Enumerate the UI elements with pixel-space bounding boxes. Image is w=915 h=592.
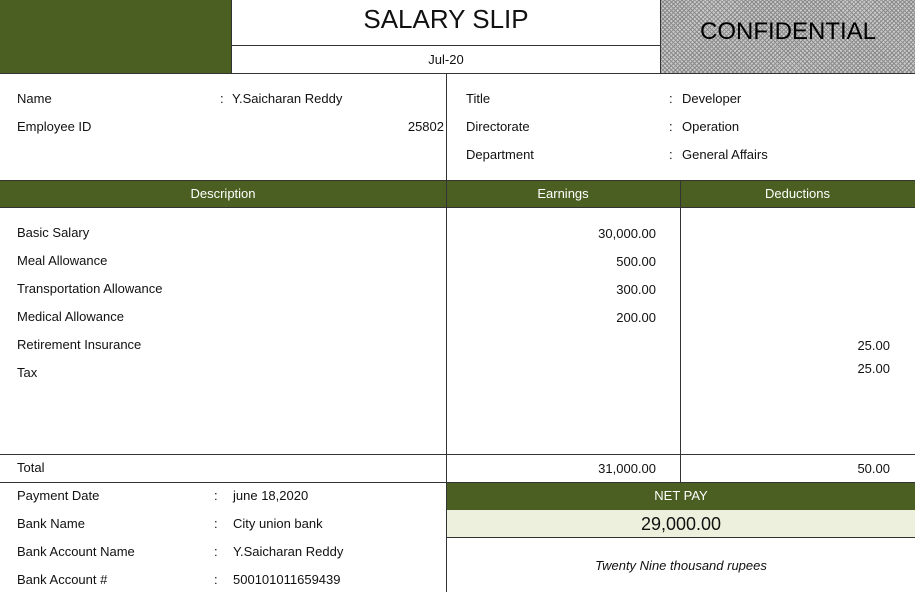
account-name-value: Y.Saicharan Reddy <box>233 544 344 559</box>
account-number-label: Bank Account # <box>17 572 108 587</box>
directorate-label: Directorate <box>466 119 530 134</box>
row-description: Medical Allowance <box>17 309 124 324</box>
department-label: Department <box>466 147 534 162</box>
row-description: Basic Salary <box>17 225 90 240</box>
account-name-separator: : <box>214 544 218 559</box>
earnings-header: Earnings <box>537 186 589 201</box>
name-label: Name <box>17 91 52 106</box>
department-value: General Affairs <box>682 147 768 162</box>
row-description: Meal Allowance <box>17 253 108 268</box>
bank-name-label: Bank Name <box>17 516 85 531</box>
name-separator: : <box>220 91 224 106</box>
title-value: Developer <box>682 91 742 106</box>
directorate-separator: : <box>669 119 673 134</box>
bank-name-value: City union bank <box>233 516 323 531</box>
account-number-value: 500101011659439 <box>233 572 341 587</box>
net-pay-in-words: Twenty Nine thousand rupees <box>595 558 767 573</box>
description-header: Description <box>190 186 256 201</box>
department-separator: : <box>669 147 673 162</box>
row-earning: 30,000.00 <box>598 226 656 241</box>
row-earning: 200.00 <box>616 310 656 325</box>
row-earning: 500.00 <box>616 254 656 269</box>
deductions-header: Deductions <box>764 186 831 201</box>
employee-id-label: Employee ID <box>17 119 92 134</box>
page-title: SALARY SLIP <box>363 4 529 34</box>
payment-date-label: Payment Date <box>17 488 100 503</box>
directorate-value: Operation <box>682 119 740 134</box>
name-value: Y.Saicharan Reddy <box>232 91 343 106</box>
row-description: Tax <box>17 365 38 380</box>
bank-name-separator: : <box>214 516 218 531</box>
pay-period: Jul-20 <box>428 52 464 67</box>
account-name-label: Bank Account Name <box>17 544 135 559</box>
net-pay-label: NET PAY <box>654 488 708 503</box>
account-number-separator: : <box>214 572 218 587</box>
title-label: Title <box>466 91 491 106</box>
employee-id-value: 25802 <box>407 119 444 134</box>
total-label: Total <box>17 460 45 475</box>
total-deductions: 50.00 <box>857 461 890 476</box>
row-earning: 300.00 <box>616 282 656 297</box>
confidential-label: CONFIDENTIAL <box>699 18 876 45</box>
net-pay-amount: 29,000.00 <box>640 514 722 534</box>
row-description: Transportation Allowance <box>17 281 163 296</box>
row-deduction: 25.00 <box>857 361 890 376</box>
title-separator: : <box>669 91 673 106</box>
row-description: Retirement Insurance <box>17 337 142 352</box>
payment-date-value: june 18,2020 <box>233 488 309 503</box>
payment-date-separator: : <box>214 488 218 503</box>
header-color-block <box>0 0 231 73</box>
row-deduction: 25.00 <box>857 338 890 353</box>
total-earnings: 31,000.00 <box>598 461 656 476</box>
